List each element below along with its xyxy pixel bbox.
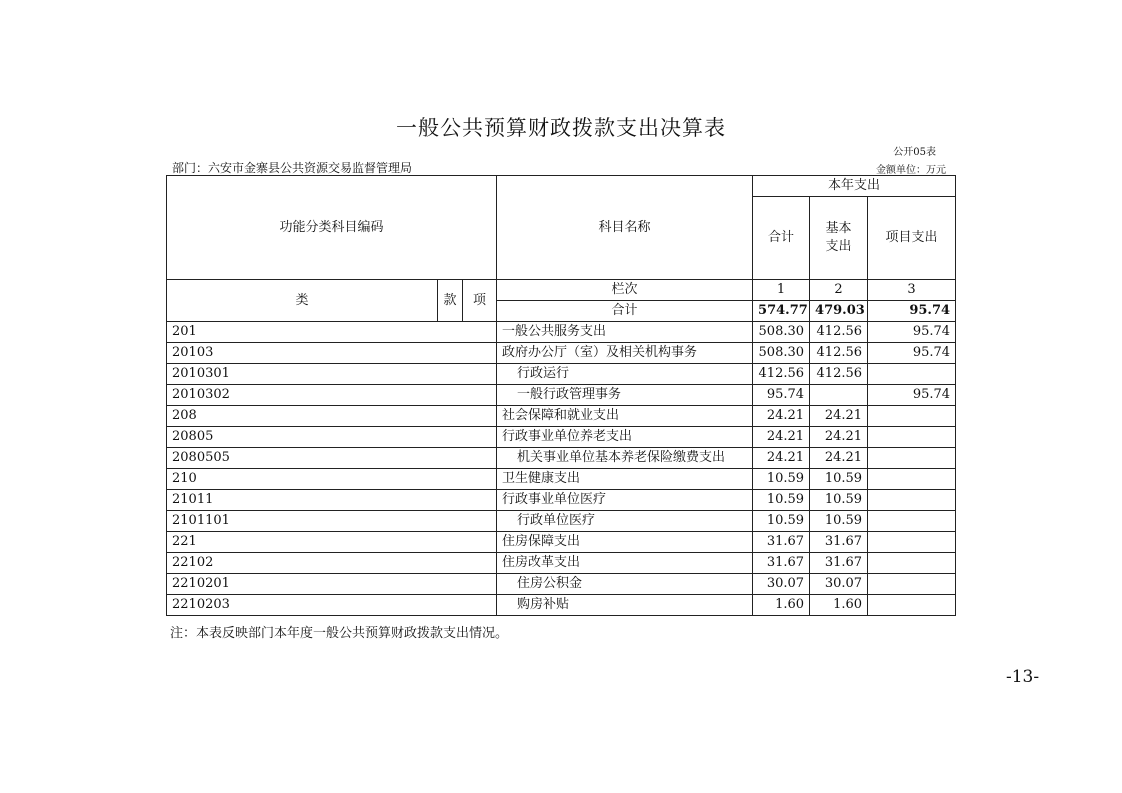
row-total: 10.59: [753, 511, 810, 532]
row-basic: 24.21: [810, 448, 868, 469]
row-code: 2080505: [167, 448, 497, 469]
sum-project: 95.74: [868, 301, 956, 322]
amount-unit: 金额单位：万元: [876, 165, 946, 176]
table-row: [167, 553, 956, 574]
row-total: 95.74: [753, 385, 810, 406]
row-name: 购房补贴: [497, 595, 753, 616]
row-total: 10.59: [753, 469, 810, 490]
row-project: 95.74: [868, 322, 956, 343]
sum-total: 574.77: [753, 301, 810, 322]
header-kuan: 款: [438, 280, 463, 322]
row-code: 2101101: [167, 511, 497, 532]
row-name: 政府办公厅（室）及相关机构事务: [497, 343, 753, 364]
row-name: 一般公共服务支出: [497, 322, 753, 343]
row-total: 30.07: [753, 574, 810, 595]
row-name: 行政运行: [497, 364, 753, 385]
row-basic: 412.56: [810, 364, 868, 385]
row-basic: 31.67: [810, 553, 868, 574]
department-label: 部门：六安市金寨县公共资源交易监督管理局: [172, 161, 413, 175]
row-name: 住房公积金: [497, 574, 753, 595]
row-total: 31.67: [753, 532, 810, 553]
row-basic: 412.56: [810, 343, 868, 364]
row-project: [868, 406, 956, 427]
row-name: 行政单位医疗: [497, 511, 753, 532]
row-project: [868, 511, 956, 532]
row-name: 住房改革支出: [497, 553, 753, 574]
row-basic: [810, 385, 868, 406]
row-name: 行政事业单位医疗: [497, 490, 753, 511]
table-row: [167, 322, 956, 343]
header-item-name: 科目名称: [497, 176, 753, 280]
row-code: 20805: [167, 427, 497, 448]
row-basic: 1.60: [810, 595, 868, 616]
row-basic: 30.07: [810, 574, 868, 595]
row-basic: 31.67: [810, 532, 868, 553]
row-total: 31.67: [753, 553, 810, 574]
header-project: 项目支出: [868, 197, 956, 280]
row-project: [868, 427, 956, 448]
row-total: 24.21: [753, 448, 810, 469]
header-col-1: 1: [753, 280, 810, 301]
row-project: [868, 532, 956, 553]
table-row: [167, 595, 956, 616]
row-name: 卫生健康支出: [497, 469, 753, 490]
sum-basic: 479.03: [810, 301, 868, 322]
table-row: [167, 385, 956, 406]
header-col-3: 3: [868, 280, 956, 301]
row-basic: 24.21: [810, 427, 868, 448]
row-total: 508.30: [753, 343, 810, 364]
row-code: 2210201: [167, 574, 497, 595]
row-basic: 412.56: [810, 322, 868, 343]
table-row: [167, 469, 956, 490]
row-project: [868, 574, 956, 595]
table-row: [167, 364, 956, 385]
header-current-year: 本年支出: [753, 176, 956, 197]
row-code: 210: [167, 469, 497, 490]
table-row: [167, 406, 956, 427]
table-row: [167, 574, 956, 595]
header-lei: 类: [167, 280, 438, 322]
row-name: 住房保障支出: [497, 532, 753, 553]
table-row: [167, 448, 956, 469]
table-row: [167, 343, 956, 364]
row-total: 10.59: [753, 490, 810, 511]
row-code: 20103: [167, 343, 497, 364]
row-basic: 10.59: [810, 490, 868, 511]
sum-label: 合计: [497, 301, 753, 322]
header-basic: 基本支出: [810, 197, 868, 280]
table-row: [167, 532, 956, 553]
row-total: 412.56: [753, 364, 810, 385]
row-code: 2210203: [167, 595, 497, 616]
table-row: [167, 511, 956, 532]
row-project: [868, 490, 956, 511]
row-project: [868, 448, 956, 469]
row-name: 机关事业单位基本养老保险缴费支出: [497, 448, 753, 469]
row-name: 行政事业单位养老支出: [497, 427, 753, 448]
row-code: 2010301: [167, 364, 497, 385]
form-number: 公开05表: [893, 147, 936, 158]
row-project: [868, 595, 956, 616]
row-code: 221: [167, 532, 497, 553]
header-column-order: 栏次: [497, 280, 753, 301]
row-code: 2010302: [167, 385, 497, 406]
row-total: 24.21: [753, 427, 810, 448]
table-row: [167, 490, 956, 511]
row-total: 1.60: [753, 595, 810, 616]
row-name: 社会保障和就业支出: [497, 406, 753, 427]
row-code: 208: [167, 406, 497, 427]
row-basic: 10.59: [810, 511, 868, 532]
row-total: 24.21: [753, 406, 810, 427]
table-row: [167, 427, 956, 448]
header-xiang: 项: [463, 280, 497, 322]
row-basic: 24.21: [810, 406, 868, 427]
footnote: 注：本表反映部门本年度一般公共预算财政拨款支出情况。: [170, 626, 509, 641]
row-project: 95.74: [868, 343, 956, 364]
row-project: [868, 469, 956, 490]
row-total: 508.30: [753, 322, 810, 343]
row-code: 201: [167, 322, 497, 343]
row-basic: 10.59: [810, 469, 868, 490]
row-project: 95.74: [868, 385, 956, 406]
header-col-2: 2: [810, 280, 868, 301]
page-number: -13-: [1006, 667, 1040, 687]
header-total: 合计: [753, 197, 810, 280]
row-project: [868, 553, 956, 574]
row-name: 一般行政管理事务: [497, 385, 753, 406]
row-code: 21011: [167, 490, 497, 511]
header-func-code: 功能分类科目编码: [167, 176, 497, 280]
budget-expenditure-table: [166, 175, 956, 616]
row-code: 22102: [167, 553, 497, 574]
row-project: [868, 364, 956, 385]
table-title: 一般公共预算财政拨款支出决算表: [396, 116, 726, 140]
